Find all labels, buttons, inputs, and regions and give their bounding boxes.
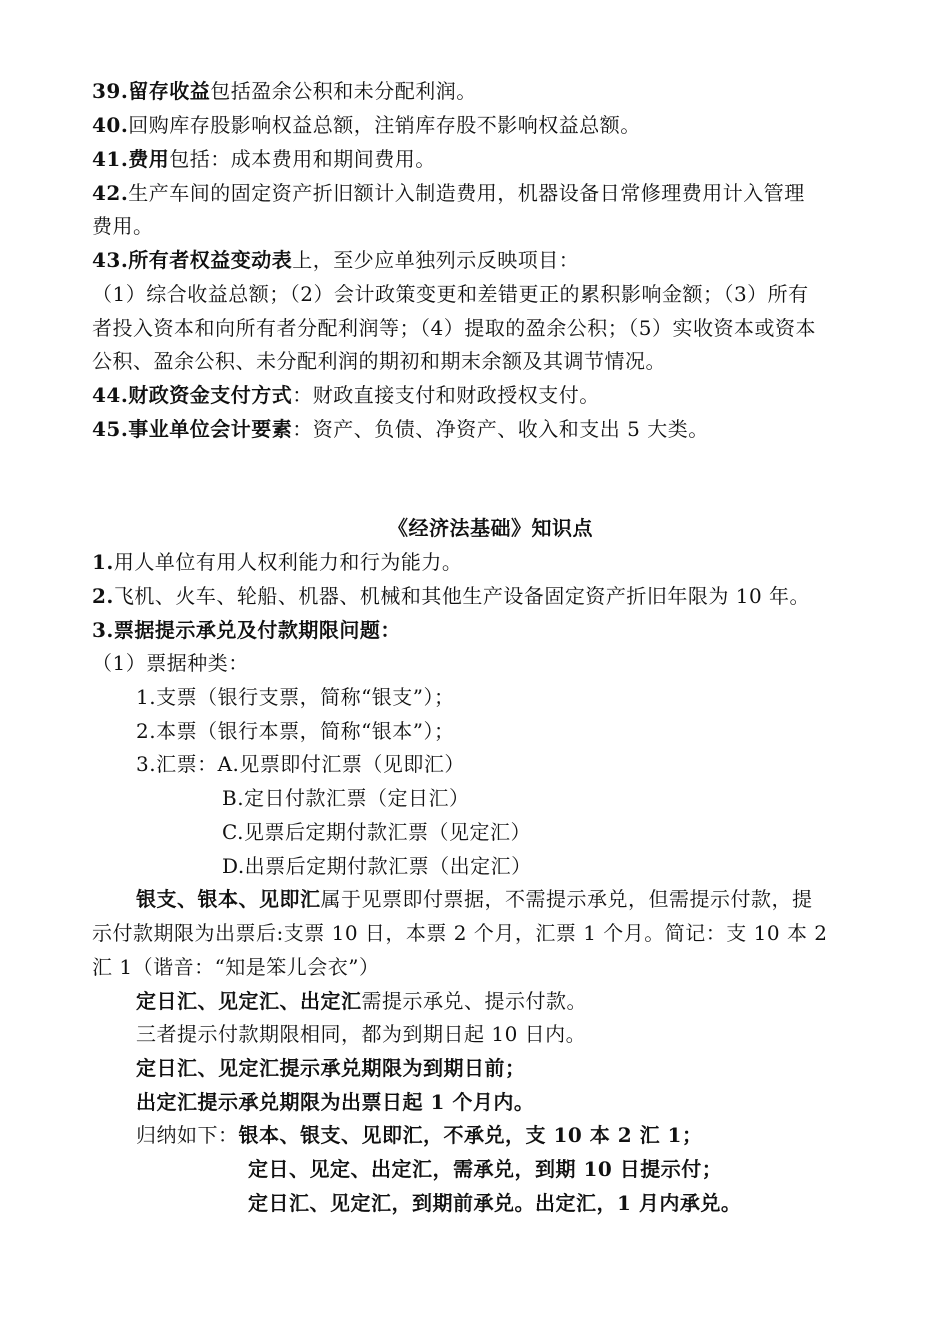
paragraph-acceptance [136, 984, 587, 1018]
summary-line-2: 定日、见定、出定汇，需承兑，到期 10 日提示付； [248, 1157, 723, 1181]
bill-type-cheque: 1.支票（银行支票，简称“银支”）； [136, 685, 455, 709]
item-42-number: 42. [92, 181, 129, 205]
item-41-number: 41. [92, 147, 129, 171]
item-43 [92, 243, 579, 277]
law-item-3 [92, 613, 401, 647]
draft-type-c: C.见票后定期付款汇票（见定汇） [222, 820, 531, 844]
item-43-term: 所有者权益变动表 [128, 248, 293, 272]
item-44-text: ：财政直接支付和财政授权支付。 [292, 383, 600, 407]
paragraph-acceptance-text: 需提示承兑、提示付款。 [361, 989, 587, 1013]
item-42-text: 生产车间的固定资产折旧额计入制造费用，机器设备日常修理费用计入管理 [128, 181, 805, 205]
law-item-2 [92, 579, 810, 613]
bill-type-promissory-note: 2.本票（银行本票，简称“银本”）； [136, 719, 455, 743]
item-43-line-1: （1）综合收益总额；（2）会计政策变更和差错更正的累积影响金额；（3）所有 [92, 282, 809, 306]
draft-type-d: D.出票后定期付款汇票（出定汇） [222, 854, 532, 878]
summary-line-3: 定日汇、见定汇，到期前承兑。出定汇，1 月内承兑。 [248, 1191, 742, 1215]
item-40-number: 40. [92, 113, 129, 137]
item-40 [92, 108, 641, 142]
item-40-text: 回购库存股影响权益总额，注销库存股不影响权益总额。 [128, 113, 641, 137]
item-45 [92, 412, 709, 446]
item-43-text: 上，至少应单独列示反映项目： [292, 248, 580, 272]
paragraph-acceptance-period-1: 定日汇、见定汇提示承兑期限为到期日前； [136, 1056, 526, 1080]
item-44-number: 44. [92, 383, 129, 407]
item-43-number: 43. [92, 248, 129, 272]
item-45-number: 45. [92, 417, 129, 441]
paragraph-sight-bills-line-2: 示付款期限为出票后:支票 10 日，本票 2 个月，汇票 1 个月。简记：支 10 本 2 [92, 921, 828, 945]
section-title: 《经济法基础》知识点 [388, 516, 593, 540]
item-42-continuation: 费用。 [92, 214, 154, 238]
law-item-2-text: 飞机、火车、轮船、机器、机械和其他生产设备固定资产折旧年限为 10 年。 [113, 584, 811, 608]
item-43-line-2: 者投入资本和向所有者分配利润等；（4）提取的盈余公积；（5）实收资本或资本 [92, 316, 816, 340]
item-44-term: 财政资金支付方式 [128, 383, 293, 407]
item-39 [92, 74, 477, 108]
item-39-term: 留存收益 [128, 79, 211, 103]
item-45-text: ：资产、负债、净资产、收入和支出 5 大类。 [292, 417, 709, 441]
sub-heading-bill-types: （1）票据种类： [92, 651, 249, 675]
law-item-2-number: 2. [92, 584, 114, 608]
summary-line-1-text: 银本、银支、见即汇，不承兑，支 10 本 2 汇 1； [238, 1123, 703, 1147]
paragraph-sight-bills-line-3: 汇 1（谐音：“知是笨儿会衣”） [92, 955, 380, 979]
item-45-term: 事业单位会计要素 [128, 417, 293, 441]
item-39-number: 39. [92, 79, 129, 103]
bill-type-draft: 3.汇票：A.见票即付汇票（见即汇） [136, 752, 465, 776]
law-item-3-text: 票据提示承兑及付款期限问题： [113, 618, 401, 642]
law-item-1-text: 用人单位有用人权利能力和行为能力。 [113, 550, 463, 574]
law-item-1-number: 1. [92, 550, 114, 574]
item-43-line-3: 公积、盈余公积、未分配利润的期初和期末余额及其调节情况。 [92, 349, 666, 373]
summary-line-1 [136, 1118, 702, 1152]
paragraph-acceptance-bold: 定日汇、见定汇、出定汇 [136, 989, 362, 1013]
item-41-text: 包括：成本费用和期间费用。 [169, 147, 436, 171]
paragraph-payment-period: 三者提示付款期限相同，都为到期日起 10 日内。 [136, 1022, 587, 1046]
item-42 [92, 176, 805, 210]
paragraph-sight-bills [136, 882, 813, 916]
paragraph-sight-bills-text: 属于见票即付票据，不需提示承兑，但需提示付款，提 [320, 887, 813, 911]
law-item-1 [92, 545, 462, 579]
summary-label: 归纳如下： [136, 1123, 239, 1147]
item-41-term: 费用 [128, 147, 170, 171]
paragraph-acceptance-period-2: 出定汇提示承兑期限为出票日起 1 个月内。 [136, 1090, 535, 1114]
item-39-text: 包括盈余公积和未分配利润。 [210, 79, 477, 103]
law-item-3-number: 3. [92, 618, 114, 642]
item-44 [92, 378, 600, 412]
draft-type-b: B.定日付款汇票（定日汇） [222, 786, 470, 810]
item-41 [92, 142, 436, 176]
paragraph-sight-bills-bold: 银支、银本、见即汇 [136, 887, 321, 911]
